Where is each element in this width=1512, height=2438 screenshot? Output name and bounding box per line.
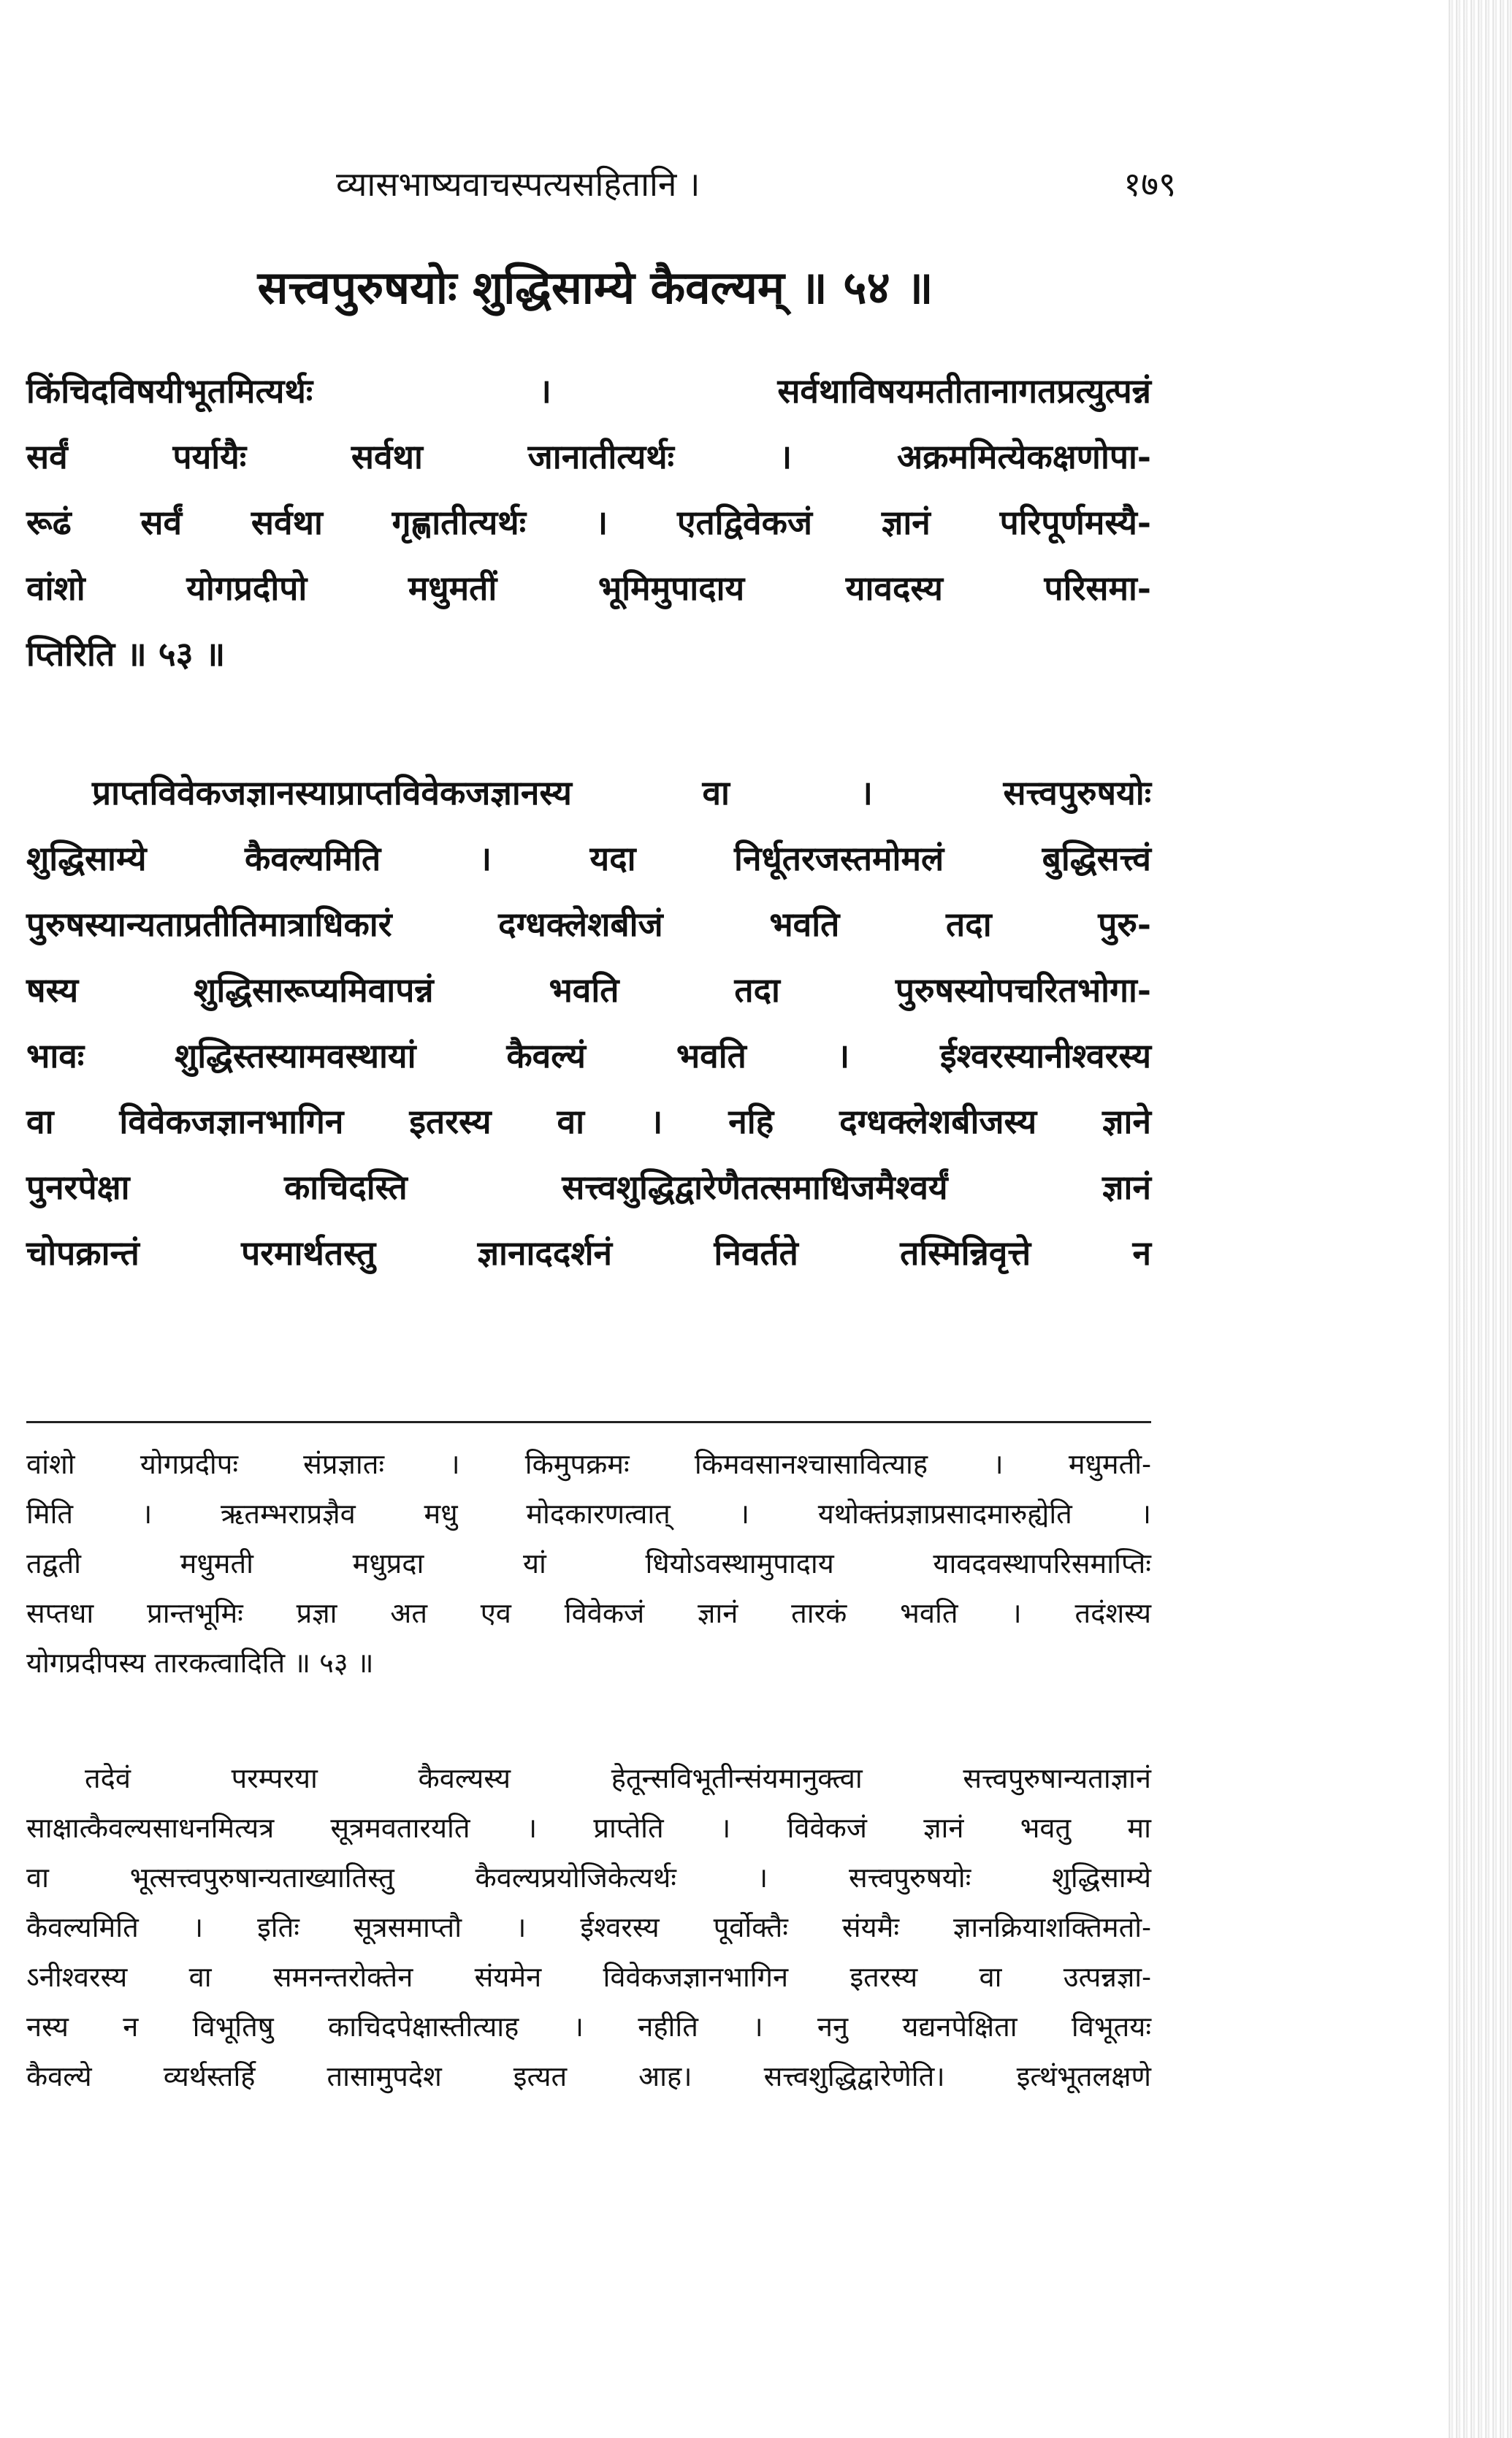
commentary-line: सर्वं पर्यायैः सर्वथा जानातीत्यर्थः । अक्रममित्येकक्षणोपा- <box>26 437 1151 476</box>
gloss-line: सप्तधा प्रान्तभूमिः प्रज्ञा अत एव विवेकजं ज्ञानं तारकं भवति । तदंशस्य <box>26 1597 1151 1629</box>
commentary-line: किंचिदविषयीभूतमित्यर्थः । सर्वथाविषयमतीतानागतप्रत्युत्पन्नं <box>26 371 1151 411</box>
commentary-line: वा विवेकजज्ञानभागिन इतरस्य वा । नहि दग्धक्लेशबीजस्य ज्ञाने <box>26 1102 1151 1141</box>
page-number: १७९ <box>1123 164 1176 204</box>
commentary-line: प्राप्तविवेकजज्ञानस्याप्राप्तविवेकजज्ञानस्य वा । सत्त्वपुरुषयोः <box>92 773 1151 812</box>
gloss-line: कैवल्ये व्यर्थस्तर्हि तासामुपदेश इत्यत आह। सत्त्वशुद्धिद्वारेणेति। इत्थंभूतलक्षणे <box>26 2060 1151 2092</box>
previous-commentary <box>26 358 1151 687</box>
commentary-line: शुद्धिसाम्ये कैवल्यमिति । यदा निर्धूतरजस्तमोमलं बुद्धिसत्त्वं <box>26 839 1151 878</box>
gloss-line: वा भूत्सत्त्वपुरुषान्यताख्यातिस्तु कैवल्यप्रयोजिकेत्यर्थः । सत्त्वपुरुषयोः शुद्धिसाम्ये <box>26 1862 1151 1894</box>
running-header <box>336 146 1176 212</box>
header-title: व्यासभाष्यवाचस्पत्यसहितानि । <box>336 164 700 204</box>
sub-commentary-main <box>26 1753 1151 2101</box>
commentary-line: चोपक्रान्तं परमार्थतस्तु ज्ञानाददर्शनं निवर्तते तस्मिन्निवृत्ते न <box>26 1233 1151 1273</box>
sub-commentary-previous <box>26 1439 1151 1688</box>
commentary-line: षस्य शुद्धिसारूप्यमिवापन्नं भवति तदा पुरुषस्योपचरितभोगा- <box>26 970 1151 1010</box>
commentary-line: रूढं सर्वं सर्वथा गृह्णातीत्यर्थः । एतद्विवेकजं ज्ञानं परिपूर्णमस्यै- <box>26 503 1151 542</box>
scan-edge-noise <box>1446 0 1512 2438</box>
bhashya-commentary <box>26 760 1151 1286</box>
gloss-line: तद्वती मधुमती मधुप्रदा यां धियोऽवस्थामुपादाय यावदवस्थापरिसमाप्तिः <box>26 1547 1151 1580</box>
commentary-line: भावः शुद्धिस्तस्यामवस्थायां कैवल्यं भवति । ईश्वरस्यानीश्वरस्य <box>26 1036 1151 1075</box>
gloss-line: योगप्रदीपस्य तारकत्वादिति ॥ ५३ ॥ <box>26 1647 374 1679</box>
gloss-line: वांशो योगप्रदीपः संप्रज्ञातः । किमुपक्रमः किमवसानश्चासावित्याह । मधुमती- <box>26 1448 1151 1480</box>
footnote-divider <box>26 1421 1151 1423</box>
gloss-line: मिति । ऋतम्भराप्रज्ञैव मधु मोदकारणत्वात् । यथोक्तंप्रज्ञाप्रसादमारुह्येति । <box>26 1498 1151 1530</box>
commentary-line: प्तिरिति ॥ ५३ ॥ <box>26 634 226 674</box>
gloss-line: ऽनीश्वरस्य वा समनन्तरोक्तेन संयमेन विवेकजज्ञानभागिन इतरस्य वा उत्पन्नज्ञा- <box>26 1961 1151 1993</box>
gloss-line: नस्य न विभूतिषु काचिदपेक्षास्तीत्याह । नहीति । ननु यद्यनपेक्षिता विभूतयः <box>26 2011 1151 2043</box>
gloss-line: तदेवं परम्परया कैवल्यस्य हेतून्सविभूतीन्संयमानुक्त्वा सत्त्वपुरुषान्यताज्ञानं <box>85 1762 1151 1794</box>
commentary-line: पुरुषस्यान्यताप्रतीतिमात्राधिकारं दग्धक्लेशबीजं भवति तदा पुरु- <box>26 904 1151 944</box>
commentary-line: पुनरपेक्षा काचिदस्ति सत्त्वशुद्धिद्वारेणैतत्समाधिजमैश्वर्यं ज्ञानं <box>26 1167 1151 1207</box>
gloss-line: कैवल्यमिति । इतिः सूत्रसमाप्तौ । ईश्वरस्य पूर्वोक्तैः संयमैः ज्ञानक्रियाशक्तिमतो- <box>26 1911 1151 1943</box>
sutra-heading: सत्त्वपुरुषयोः शुद्धिसाम्ये कैवल्यम् ॥ ५४ ॥ <box>257 261 933 314</box>
gloss-line: साक्षात्कैवल्यसाधनमित्यत्र सूत्रमवतारयति । प्राप्तेति । विवेकजं ज्ञानं भवतु मा <box>26 1812 1151 1844</box>
commentary-line: वांशो योगप्रदीपो मधुमतीं भूमिमुपादाय यावदस्य परिसमा- <box>26 568 1151 608</box>
